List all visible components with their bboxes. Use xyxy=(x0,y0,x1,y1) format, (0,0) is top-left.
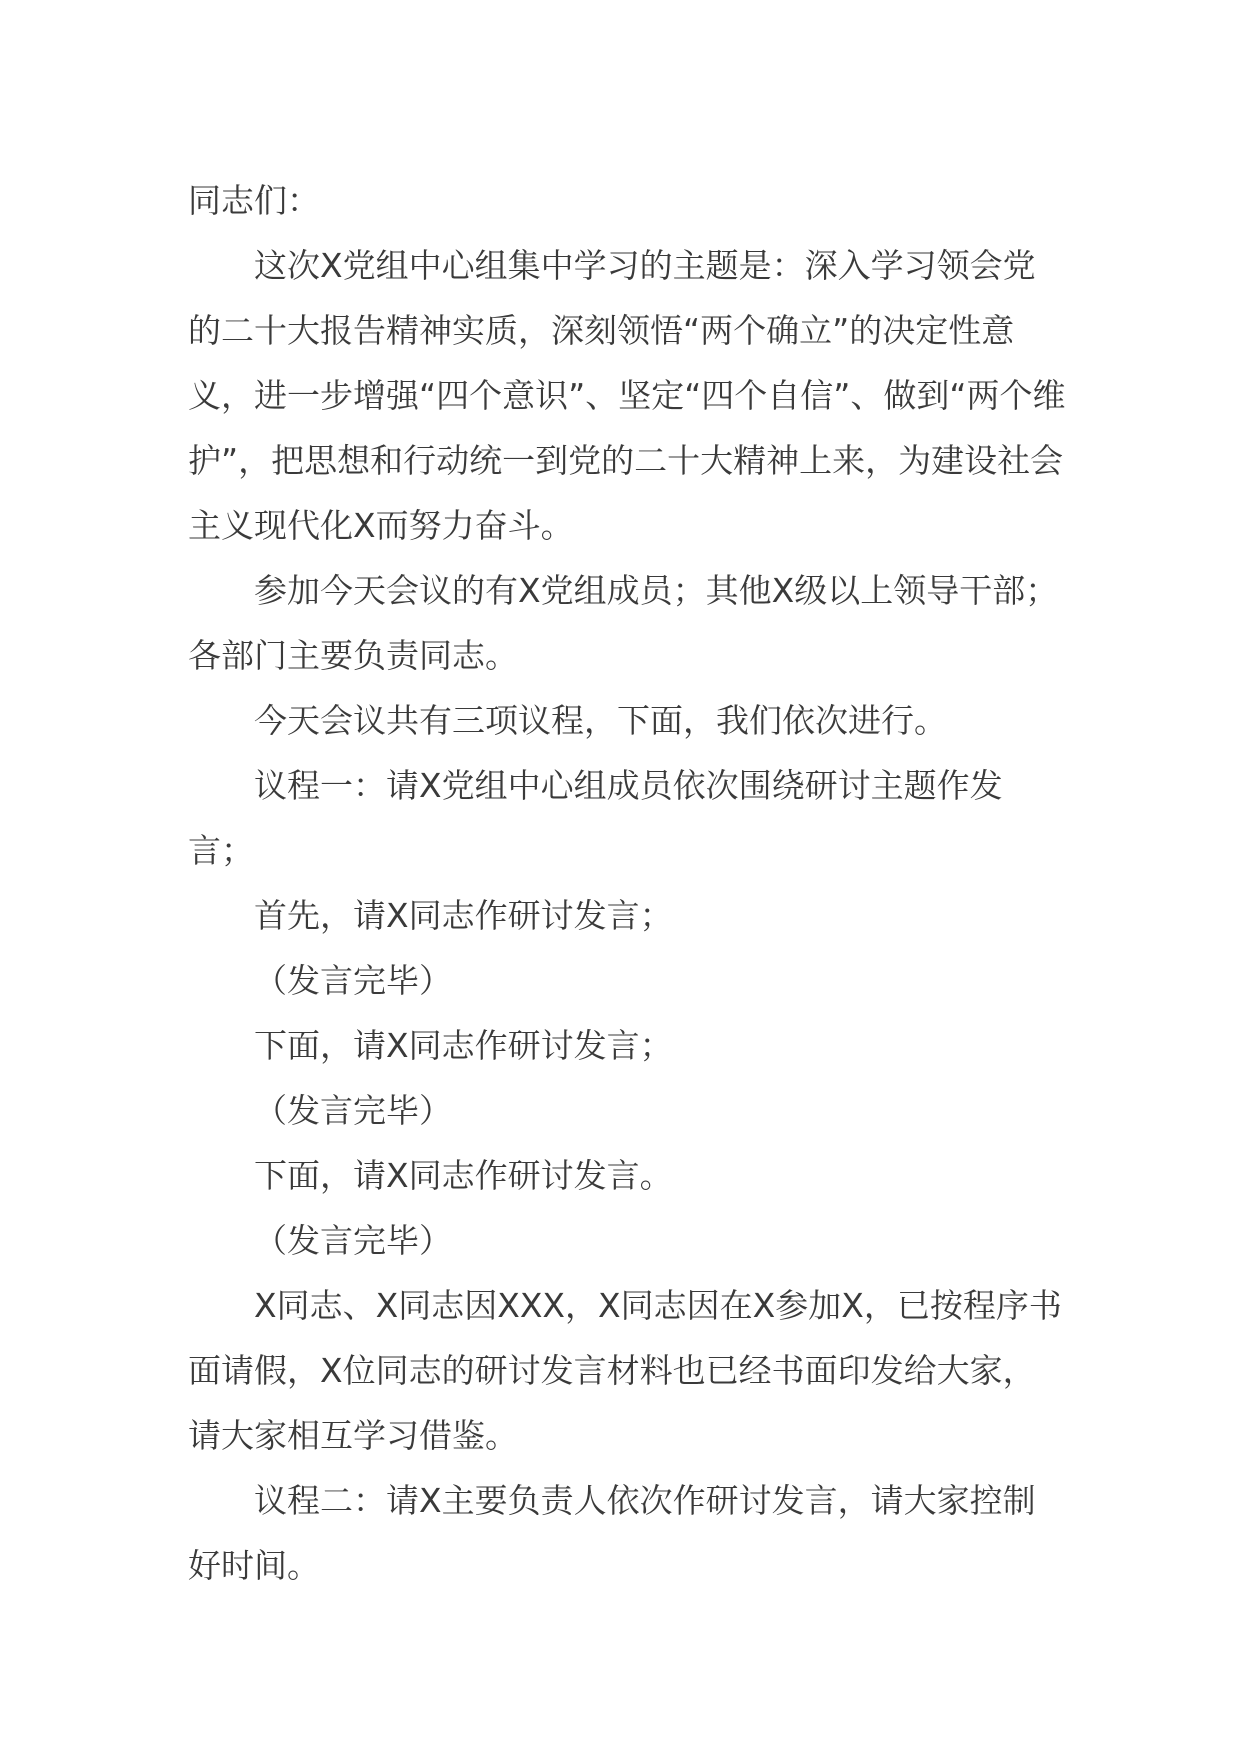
document-body xyxy=(188,168,1068,1598)
paragraph-speech-done: （发言完毕） xyxy=(254,1221,452,1260)
paragraph-speech-done: （发言完毕） xyxy=(254,961,452,1000)
paragraph-next-speaker: 下面，请X同志作研讨发言； xyxy=(254,1026,673,1065)
paragraph-speech-done: （发言完毕） xyxy=(254,1091,452,1130)
paragraph-leave-note: X同志、X同志因XXX，X同志因在X参加X，已按程序书面请假，X位同志的研讨发言材料也已经书面印发给大家，请大家相互学习借鉴。 xyxy=(188,1286,1062,1455)
paragraph-theme: 这次X党组中心组集中学习的主题是：深入学习领会党的二十大报告精神实质，深刻领悟“两个确立”的决定性意义，进一步增强“四个意识”、坚定“四个自信”、做到“两个维护”，把思想和行动统一到党的二十大精神上来，为建设社会主义现代化X而努力奋斗。 xyxy=(188,246,1066,545)
paragraph-attendees: 参加今天会议的有X党组成员；其他X级以上领导干部；各部门主要负责同志。 xyxy=(188,571,1059,675)
paragraph-agenda-two: 议程二：请X主要负责人依次作研讨发言，请大家控制好时间。 xyxy=(188,1481,1036,1585)
paragraph-agenda-intro: 今天会议共有三项议程，下面，我们依次进行。 xyxy=(254,701,947,740)
salutation: 同志们： xyxy=(188,181,320,220)
paragraph-next-speaker: 下面，请X同志作研讨发言。 xyxy=(254,1156,673,1195)
paragraph-first-speaker: 首先，请X同志作研讨发言； xyxy=(254,896,673,935)
paragraph-agenda-one: 议程一：请X党组中心组成员依次围绕研讨主题作发言； xyxy=(188,766,1003,870)
